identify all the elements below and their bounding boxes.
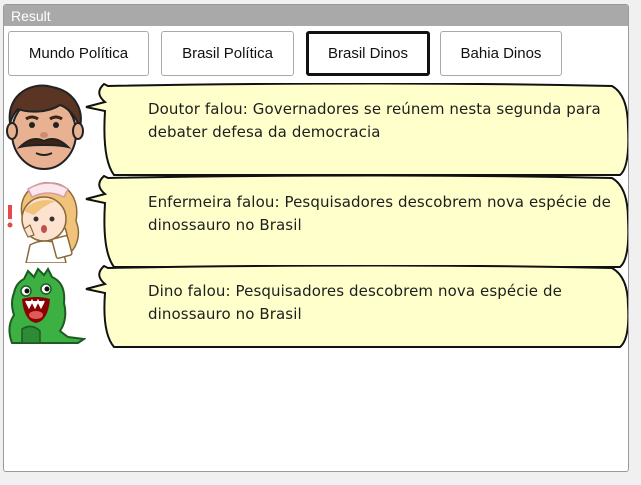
message-row-doctor: [4, 83, 628, 175]
result-window: [3, 4, 629, 472]
doctor-avatar-icon: [4, 83, 86, 171]
message-row-dino: [4, 265, 628, 347]
tab-brasil-dinos[interactable]: Brasil Dinos: [306, 31, 430, 76]
tab-brasil-politica[interactable]: Brasil Política: [161, 31, 294, 76]
dino-avatar-icon: [4, 265, 86, 353]
window-title: Result: [4, 5, 628, 26]
tab-mundo-politica[interactable]: Mundo Política: [8, 31, 149, 76]
tab-bahia-dinos[interactable]: Bahia Dinos: [440, 31, 562, 76]
message-text: Doutor falou: Governadores se reúnem nesta segunda para debater defesa da democracia: [148, 100, 601, 141]
message-row-nurse: [4, 175, 628, 267]
message-text: Enfermeira falou: Pesquisadores descobrem nova espécie de dinossauro no Brasil: [148, 193, 611, 234]
tab-bar: [4, 31, 628, 79]
message-text: Dino falou: Pesquisadores descobrem nova espécie de dinossauro no Brasil: [148, 282, 562, 323]
nurse-avatar-icon: [4, 175, 86, 263]
